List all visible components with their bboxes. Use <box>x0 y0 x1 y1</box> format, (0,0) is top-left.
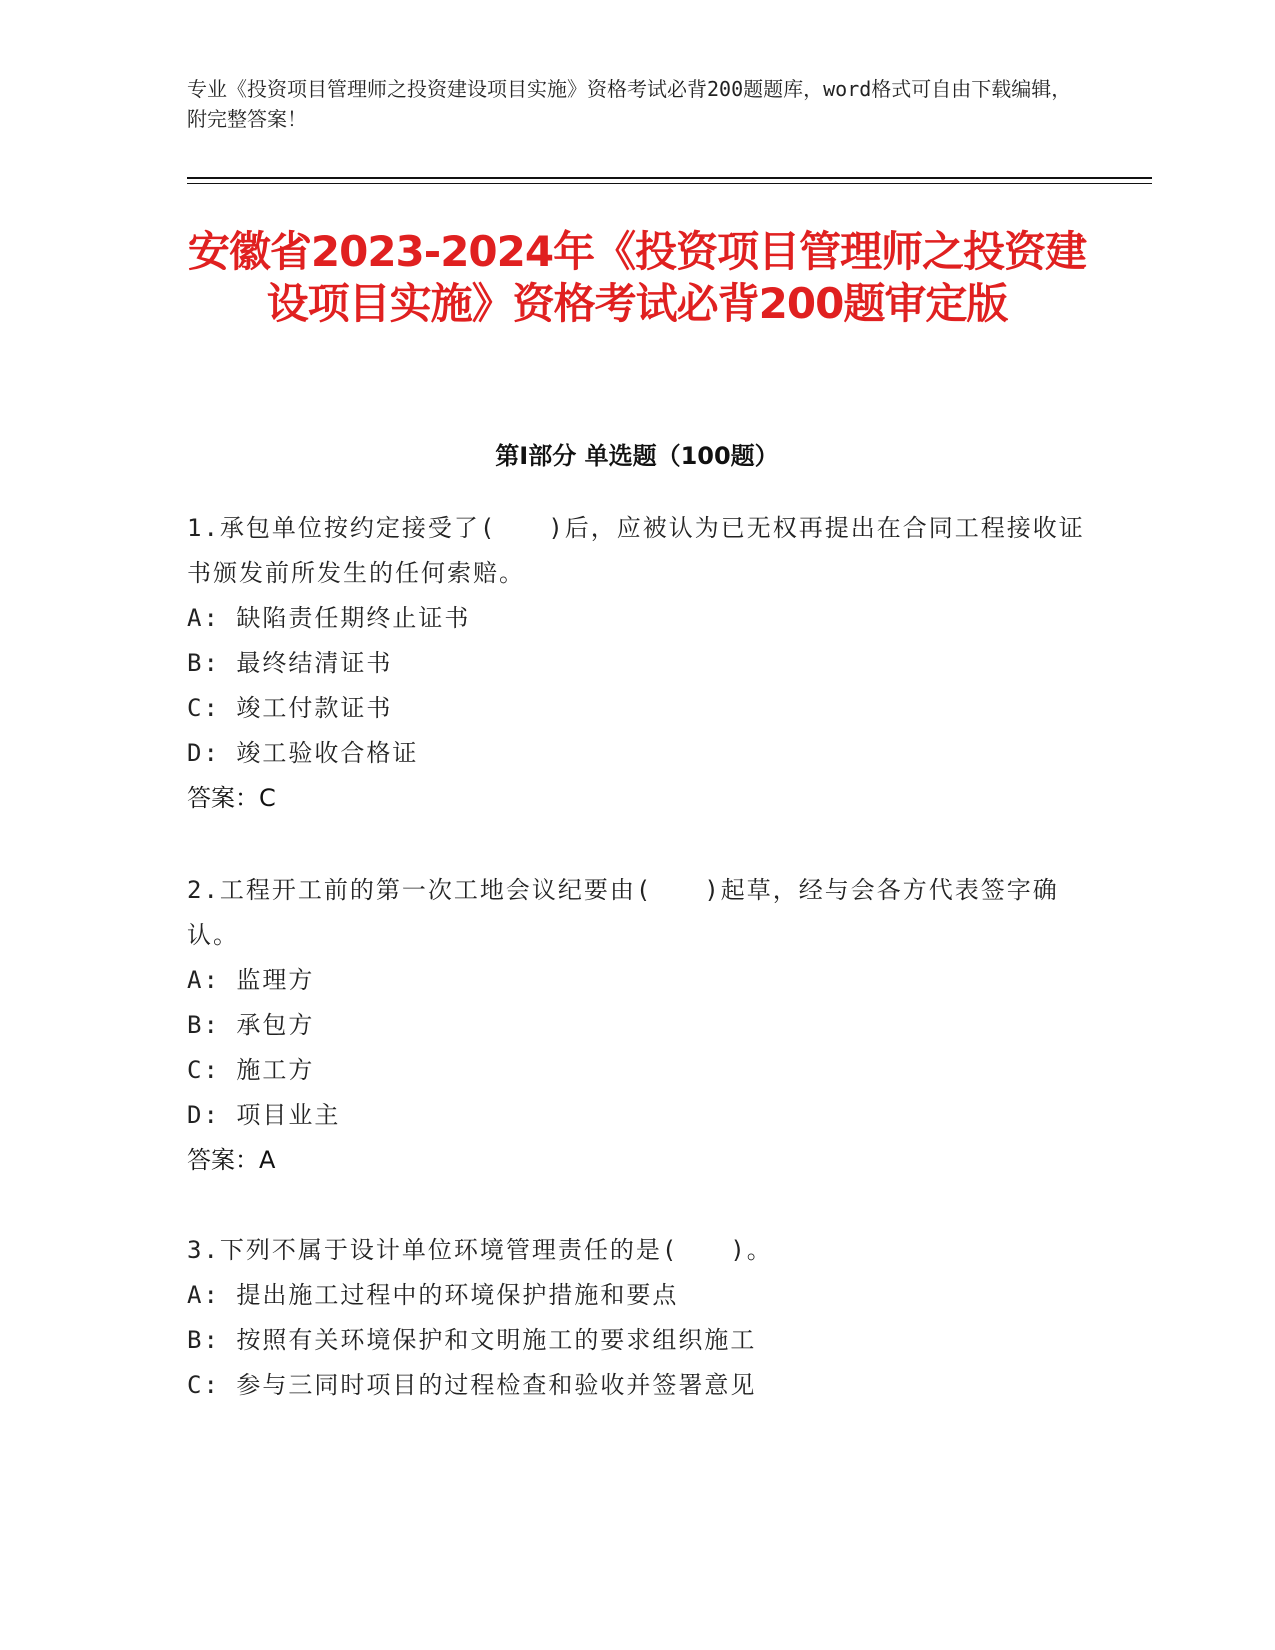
option-b: B: 承包方 <box>187 1011 315 1039</box>
answer: 答案：A <box>187 1146 276 1174</box>
option-a: A: 缺陷责任期终止证书 <box>187 604 471 632</box>
question-2 <box>187 868 1087 1183</box>
question-1 <box>187 506 1087 821</box>
question-stem: 1.承包单位按约定接受了( )后，应被认为已无权再提出在合同工程接收证书颁发前所发生的任何索赔。 <box>187 514 1085 587</box>
question-stem: 2.工程开工前的第一次工地会议纪要由( )起草，经与会各方代表签字确认。 <box>187 876 1059 949</box>
question-stem: 3.下列不属于设计单位环境管理责任的是( )。 <box>187 1236 773 1264</box>
option-d: D: 竣工验收合格证 <box>187 739 419 767</box>
option-b: B: 按照有关环境保护和文明施工的要求组织施工 <box>187 1326 757 1354</box>
document-title: 安徽省2023-2024年《投资项目管理师之投资建设项目实施》资格考试必背200题审定版 <box>187 227 1087 328</box>
header-rule-thick <box>187 177 1152 179</box>
option-c: C: 施工方 <box>187 1056 315 1084</box>
option-d: D: 项目业主 <box>187 1101 341 1129</box>
option-b: B: 最终结清证书 <box>187 649 393 677</box>
option-c: C: 竣工付款证书 <box>187 694 393 722</box>
header-rule-thin <box>187 183 1152 184</box>
option-a: A: 监理方 <box>187 966 315 994</box>
header-note: 专业《投资项目管理师之投资建设项目实施》资格考试必背200题题库，word格式可自由下载编辑，附完整答案！ <box>187 77 1072 131</box>
question-3 <box>187 1228 1087 1408</box>
section-title: 第I部分 单选题（100题） <box>495 442 779 470</box>
option-c: C: 参与三同时项目的过程检查和验收并签署意见 <box>187 1371 757 1399</box>
answer: 答案：C <box>187 784 276 812</box>
option-a: A: 提出施工过程中的环境保护措施和要点 <box>187 1281 679 1309</box>
